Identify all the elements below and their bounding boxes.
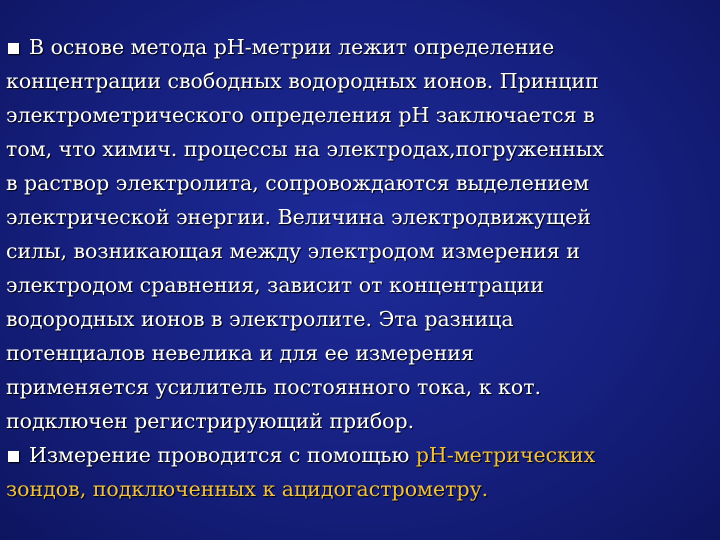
paragraph1-lead-end: лежит определение: [338, 35, 555, 59]
paragraph2-highlight: рН-метрических: [415, 443, 596, 467]
text-line: подключен регистрирующий прибор.: [6, 409, 415, 433]
text-line: [6, 30, 706, 64]
bullet-square-icon: [8, 43, 19, 54]
text-line: силы, возникающая между электродом измерения и: [6, 239, 580, 263]
text-line: водородных ионов в электролите. Эта разница: [6, 307, 514, 331]
text-line: электрометрического определения рН заключается в: [6, 103, 595, 127]
text-line: потенциалов невелика и для ее измерения: [6, 341, 474, 365]
text-line: электродом сравнения, зависит от концентрации: [6, 273, 544, 297]
paragraph2-highlight-line: зондов, подключенных к ацидогастрометру.: [6, 477, 489, 501]
text-line: электрической энергии. Величина электродвижущей: [6, 205, 591, 229]
text-line: концентрации свободных водородных ионов. Принцип: [6, 69, 599, 93]
text-line: [6, 438, 706, 472]
paragraph2-lead: Измерение проводится с помощью: [29, 443, 416, 467]
bullet-square-icon: [8, 451, 19, 462]
text-line: применяется усилитель постоянного тока, к кот.: [6, 375, 542, 399]
text-line: в раствор электролита, сопровождаются выделением: [6, 171, 590, 195]
paragraph1-lead: В основе метода рН-метрии: [29, 35, 339, 59]
slide-body-text: [6, 30, 706, 506]
text-line: том, что химич. процессы на электродах,погруженных: [6, 137, 604, 161]
